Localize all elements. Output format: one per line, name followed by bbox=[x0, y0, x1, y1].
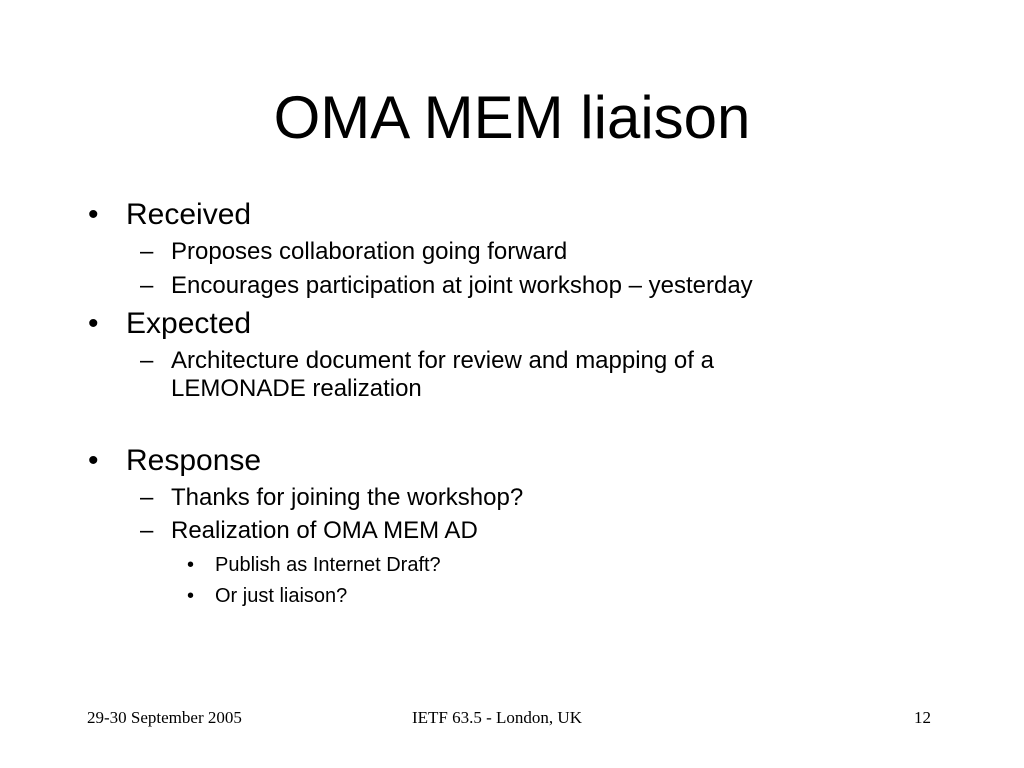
sub-bullet-thanks: Thanks for joining the workshop? bbox=[171, 484, 524, 511]
slide-title: OMA MEM liaison bbox=[273, 84, 751, 151]
dash-marker: – bbox=[140, 272, 154, 299]
dash-marker: – bbox=[140, 484, 154, 511]
bullet-response: Response bbox=[126, 444, 262, 477]
footer-date: 29-30 September 2005 bbox=[87, 708, 242, 727]
bullet-received: Received bbox=[126, 198, 252, 231]
footer-event: IETF 63.5 - London, UK bbox=[412, 708, 582, 727]
dash-marker: – bbox=[140, 517, 154, 544]
sub-bullet-realization: Realization of OMA MEM AD bbox=[171, 517, 478, 544]
sub-bullet-collaboration: Proposes collaboration going forward bbox=[171, 238, 568, 265]
sub-bullet-architecture-continuation: LEMONADE realization bbox=[171, 375, 422, 402]
bullet-marker: • bbox=[187, 585, 195, 607]
sub-bullet-architecture: Architecture document for review and mapping of a bbox=[171, 347, 714, 374]
bullet-expected: Expected bbox=[126, 307, 252, 340]
dash-marker: – bbox=[140, 238, 154, 265]
sub-sub-bullet-internet-draft: Publish as Internet Draft? bbox=[215, 554, 441, 576]
bullet-marker: • bbox=[187, 554, 195, 576]
sub-sub-bullet-liaison: Or just liaison? bbox=[215, 585, 348, 607]
bullet-marker: • bbox=[88, 444, 99, 477]
dash-marker: – bbox=[140, 347, 154, 374]
footer-page-number: 12 bbox=[914, 708, 931, 727]
sub-bullet-participation: Encourages participation at joint workshop – yesterday bbox=[171, 272, 753, 299]
bullet-marker: • bbox=[88, 307, 99, 340]
bullet-marker: • bbox=[88, 198, 99, 231]
